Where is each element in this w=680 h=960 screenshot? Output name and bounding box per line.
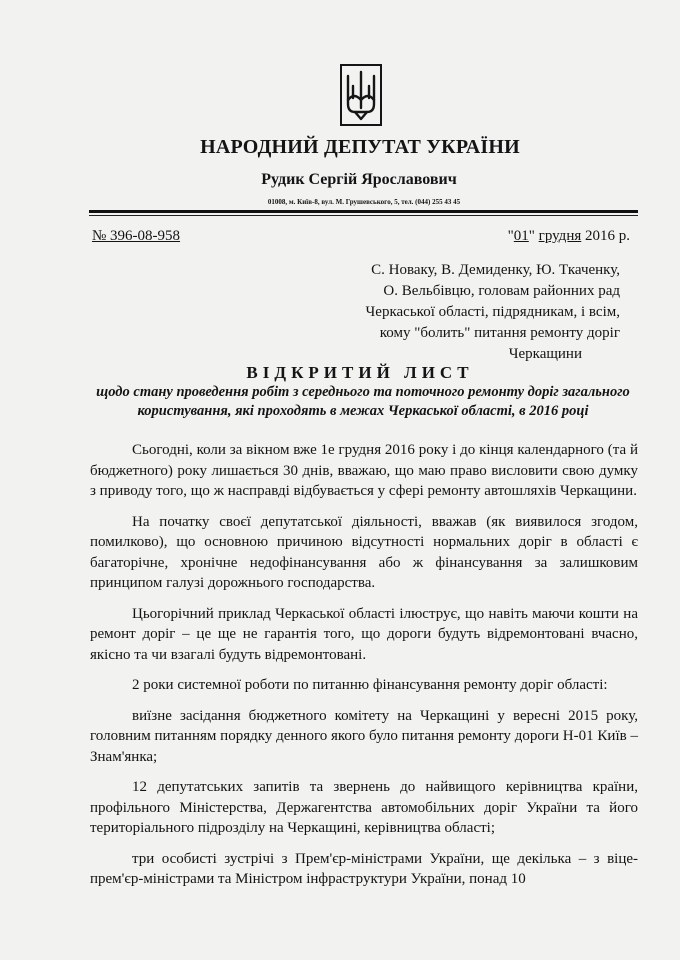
recipient-line: О. Вельбівцю, головам районних рад <box>383 283 620 299</box>
deputy-title: НАРОДНИЙ ДЕПУТАТ УКРАЇНИ <box>200 136 520 158</box>
body-paragraph: Цьогорічний приклад Черкаської області ілюструє, що навіть маючи кошти на ремонт доріг – це ще не гарантія того, що дороги будуть відремонтовані вчасно, якісно та чи взагалі будуть відремонтовані. <box>90 605 638 663</box>
letter-date <box>508 228 630 245</box>
recipient-line: Черкащини <box>508 346 582 362</box>
date-month: грудня <box>538 228 582 244</box>
body-paragraph: 2 роки системної роботи по питанню фінансування ремонту доріг області: <box>132 677 608 693</box>
recipient-line: С. Новаку, В. Демиденку, Ю. Ткаченку, <box>371 262 620 278</box>
letter-body <box>90 440 638 890</box>
recipient-line: Черкаської області, підрядникам, і всім, <box>365 304 620 320</box>
body-paragraph: виїзне засідання бюджетного комітету на Черкащині у вересні 2015 року, головним питанням порядку денного якого було питання ремонту дороги Н-01 Київ – Знам'янка; <box>90 707 638 765</box>
date-day: 01 <box>513 228 529 244</box>
date-year: 2016 р. <box>585 228 630 244</box>
header-divider-thin <box>89 215 638 216</box>
deputy-name: Рудик Сергій Ярославович <box>261 171 457 188</box>
header-divider-thick <box>89 210 638 213</box>
body-paragraph: 12 депутатських запитів та звернень до найвищого керівництва країни, профільного Міністерства, Держагентства автомобільних доріг України та його територіального підрозділу на Черкащині, керівництва області; <box>90 779 638 836</box>
trident-emblem-icon <box>340 64 382 126</box>
recipient-line: кому "болить" питання ремонту доріг <box>379 325 620 341</box>
office-address: 01008, м. Київ-8, вул. М. Грушевського, 5, тел. (044) 255 43 45 <box>267 198 461 206</box>
date-open-quote: " <box>507 228 514 244</box>
letter-subject: щодо стану проведення робіт з середнього та поточного ремонту доріг загального користування, які проходять в межах Черкаської області, в 2016 році <box>96 384 630 419</box>
date-close-quote: " <box>528 228 535 244</box>
reference-number: № 396-08-958 <box>92 228 181 244</box>
body-paragraph: На початку своєї депутатської діяльності, вважав (як виявилося згодом, помилково), що основною причиною відсутності нормальних доріг в області є багаторічне, хронічне недофінансування або ж фінансування за залишковим принципом галузі дорожнього господарства. <box>90 513 638 591</box>
body-paragraph: три особисті зустрічі з Прем'єр-міністрами України, ще декілька – з віце-прем'єр-міністрами та Міністром інфраструктури України, понад 10 <box>90 850 638 887</box>
letter-title: ВІДКРИТИЙ ЛИСТ <box>246 363 474 382</box>
body-paragraph: Сьогодні, коли за вікном вже 1е грудня 2016 року і до кінця календарного (та й бюджетного) року лишається 30 днів, вважаю, що маю право висловити свою думку з приводу того, що ж насправді відбувається у сфері ремонту автошляхів Черкащини. <box>90 442 638 499</box>
recipients-block <box>330 260 640 365</box>
